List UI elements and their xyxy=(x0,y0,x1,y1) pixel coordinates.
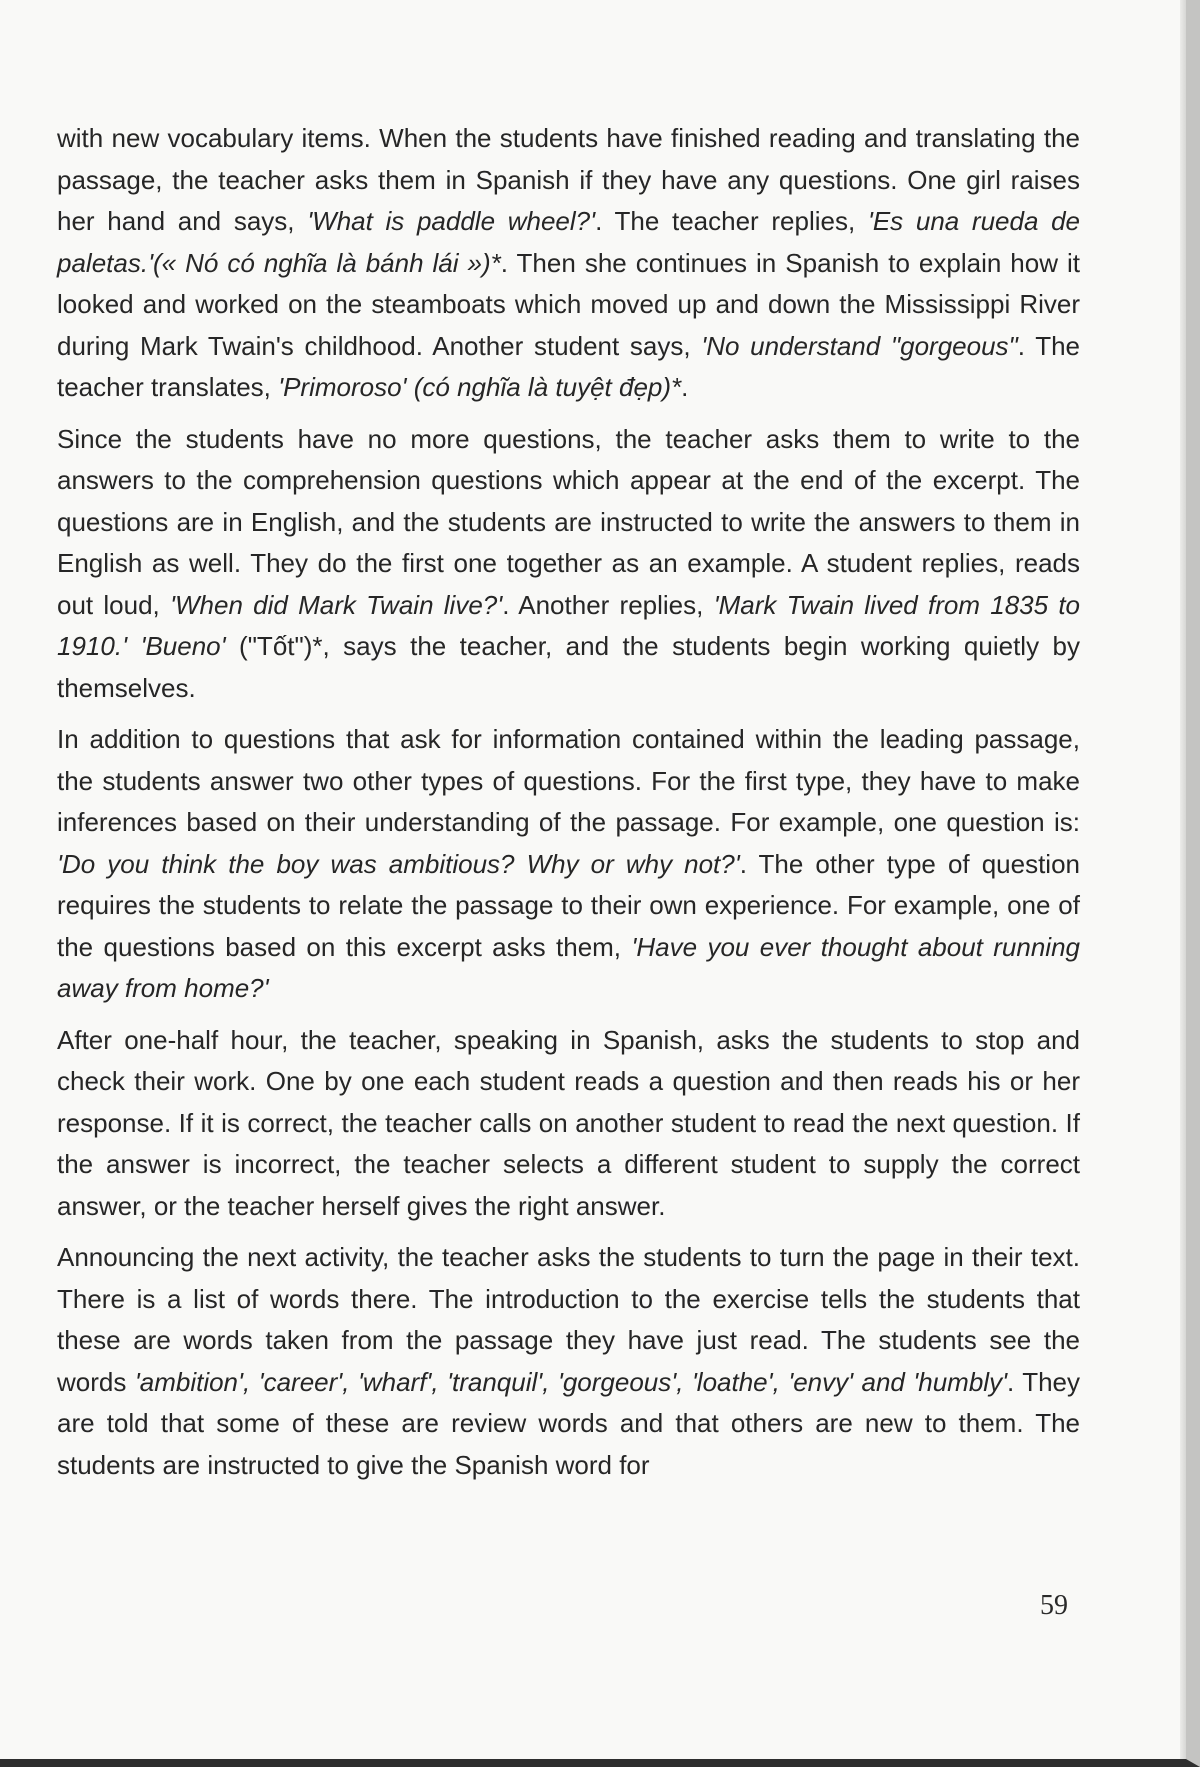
p5-word-list: 'ambition', 'career', 'wharf', 'tranquil', 'gorgeous', 'loathe', 'envy' and 'humbly' xyxy=(134,1366,1008,1397)
p2-s0: Since the students have no more questions, the teacher asks them to write to the answers to the comprehension questions which appear at the end of the excerpt. The questions are in English, and the students are instructed to write the answers to them in English as well. They do the first one together as an example. A student replies, reads out loud, xyxy=(57,423,1080,620)
paragraph-4 xyxy=(57,1020,1080,1228)
p1-s0: with new vocabulary items. When the students have finished reading and translating the passage, the teacher asks them in Spanish if they have any questions. One girl raises her hand and says, xyxy=(57,123,1080,236)
p2-quote-mark-twain-lived: 'Mark Twain lived from 1835 to 1910.' 'Bueno' xyxy=(57,589,1080,661)
p1-quote-primoroso: 'Primoroso' (có nghĩa là tuyệt đẹp)* xyxy=(278,372,682,402)
p5-s2: . They are told that some of these are review words and that others are new to them. The students are instructed to give the Spanish word for xyxy=(57,1366,1081,1480)
p2-s4: ("Tốt")*, says the teacher, and the students begin working quietly by themselves. xyxy=(57,631,1080,703)
paragraph-2 xyxy=(57,419,1080,710)
p2-quote-mark-twain-live: 'When did Mark Twain live?' xyxy=(170,589,503,620)
body-text xyxy=(57,118,1080,1496)
p2-s2: . Another replies, xyxy=(502,589,714,620)
p3-s0: In addition to questions that ask for information contained within the leading passage, the students answer two other types of questions. For the first type, they have to make inferences based on their understanding of the passage. For example, one question is: xyxy=(57,724,1080,837)
p3-quote-ambitious: 'Do you think the boy was ambitious? Why or why not?' xyxy=(57,848,740,879)
p4-s0: After one-half hour, the teacher, speaking in Spanish, asks the students to stop and check their work. One by one each student reads a question and then reads his or her response. If it is correct, the teacher calls on another student to read the next question. If the answer is incorrect, the teacher selects a different student to supply the correct answer, or the teacher herself gives the right answer. xyxy=(57,1024,1080,1221)
p1-quote-rueda: 'Es una rueda de paletas.'(« Nó có nghĩa là bánh lái »)* xyxy=(57,206,1080,278)
page-number: 59 xyxy=(1040,1590,1068,1621)
paragraph-1 xyxy=(57,118,1080,409)
p1-s6: . The teacher translates, xyxy=(57,330,1081,402)
p1-s4: . Then she continues in Spanish to explain how it looked and worked on the steamboats which moved up and down the Mississippi River during Mark Twain's childhood. Another student says, xyxy=(57,247,1080,361)
p3-s2: . The other type of question requires the students to relate the passage to their own experience. For example, one of the questions based on this excerpt asks them, xyxy=(57,848,1081,962)
paragraph-3 xyxy=(57,719,1080,1010)
p1-s8: . xyxy=(681,372,689,402)
p1-quote-gorgeous: 'No understand "gorgeous" xyxy=(701,330,1018,361)
p1-quote-paddle-wheel: 'What is paddle wheel?' xyxy=(307,206,596,236)
p3-quote-running-away: 'Have you ever thought about running away from home?' xyxy=(57,931,1081,1003)
p1-s2: . The teacher replies, xyxy=(595,206,868,236)
p5-s0: Announcing the next activity, the teacher asks the students to turn the page in their text. There is a list of words there. The introduction to the exercise tells the students that these are words taken from the passage they have just read. The students see the words xyxy=(57,1242,1080,1397)
paragraph-5 xyxy=(57,1237,1080,1486)
